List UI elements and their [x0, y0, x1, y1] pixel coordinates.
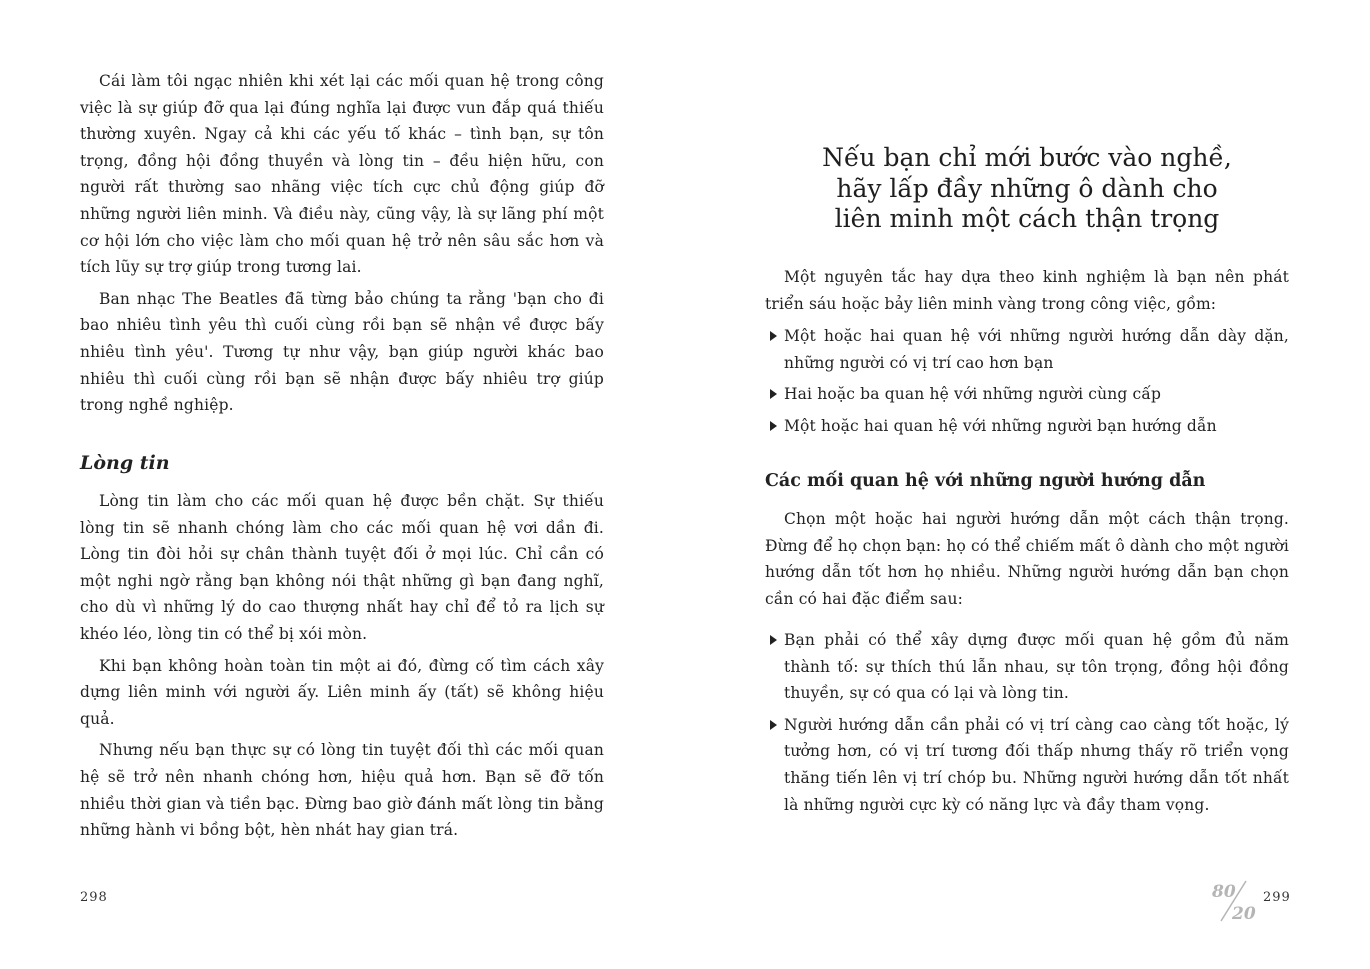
paragraph: Nhưng nếu bạn thực sự có lòng tin tuyệt đối thì các mối quan hệ sẽ trở nên nhanh chóng hơn, hiệu quả hơn. Bạn sẽ đỡ tốn nhiều thời gian và tiền bạc. Đừng bao giờ đánh mất lòng tin bằng những hành vi bồng bột, hèn nhát hay gian trá. [80, 741, 604, 840]
list-item [765, 381, 1289, 408]
triangle-bullet-icon [770, 720, 777, 730]
list-item [765, 627, 1289, 707]
page-number-left: 298 [80, 890, 108, 905]
list-item [765, 712, 1289, 818]
paragraph: Chọn một hoặc hai người hướng dẫn một cách thận trọng. Đừng để họ chọn bạn: họ có thể chiếm mất ô dành cho một người hướng dẫn tốt hơn họ nhiều. Những người hướng dẫn bạn chọn cần có hai đặc điểm sau: [765, 510, 1289, 608]
left-page [80, 0, 604, 969]
golden-alliances-list [765, 323, 1289, 439]
left-page-top-text [80, 68, 604, 419]
left-page-bottom-text [80, 488, 604, 844]
list-item-text: Bạn phải có thể xây dựng được mối quan hệ gồm đủ năm thành tố: sự thích thú lẫn nhau, sự tôn trọng, đồng hội đồng thuyền, sự có qua có lại và lòng tin. [784, 631, 1289, 703]
mentor-text [765, 506, 1289, 612]
list-item [765, 413, 1289, 440]
list-item-text: Người hướng dẫn cần phải có vị trí càng cao càng tốt hoặc, lý tưởng hơn, có vị trí tương đối thấp nhưng thấy rõ triển vọng thăng tiến lên vị trí chóp bu. Những người hướng dẫn tốt nhất là những người cực kỳ có năng lực và đầy tham vọng. [784, 715, 1289, 814]
paragraph: Một nguyên tắc hay dựa theo kinh nghiệm là bạn nên phát triển sáu hoặc bảy liên minh vàng trong công việc, gồm: [765, 268, 1289, 313]
right-page [765, 0, 1289, 969]
list-item-text: Một hoặc hai quan hệ với những người bạn hướng dẫn [784, 416, 1217, 435]
page-number-right: 299 [1263, 890, 1291, 905]
list-item-text: Một hoặc hai quan hệ với những người hướng dẫn dày dặn, những người có vị trí cao hơn bạn [784, 327, 1289, 372]
triangle-bullet-icon [770, 389, 777, 399]
triangle-bullet-icon [770, 331, 777, 341]
triangle-bullet-icon [770, 635, 777, 645]
triangle-bullet-icon [770, 421, 777, 431]
section-title: Lòng tin [80, 452, 170, 474]
chapter-title [765, 143, 1289, 235]
mentor-criteria-list [765, 627, 1289, 818]
paragraph: Cái làm tôi ngạc nhiên khi xét lại các mối quan hệ trong công việc là sự giúp đỡ qua lại đúng nghĩa lại được vun đắp quá thiếu thường xuyên. Ngay cả khi các yếu tố khác – tình bạn, sự tôn trọng, đồng hội đồng thuyền và lòng tin – đều hiện hữu, con người rất thường sao nhãng việc tích cực chủ động giúp đỡ những người liên minh. Và điều này, cũng vậy, là sự lãng phí một cơ hội lớn cho việc làm cho mối quan hệ trở nên sâu sắc hơn và tích lũy sự trợ giúp trong tương lai. [80, 72, 604, 277]
chapter-title-line: Nếu bạn chỉ mới bước vào nghề, [822, 143, 1232, 172]
paragraph: Khi bạn không hoàn toàn tin một ai đó, đừng cố tìm cách xây dựng liên minh với người ấy. Liên minh ấy (tất) sẽ không hiệu quả. [80, 656, 604, 728]
chapter-title-line: hãy lấp đầy những ô dành cho [836, 173, 1218, 203]
paragraph: Lòng tin làm cho các mối quan hệ được bền chặt. Sự thiếu lòng tin sẽ nhanh chóng làm cho các mối quan hệ vơi dần đi. Lòng tin đòi hỏi sự chân thành tuyệt đối ở mọi lúc. Chỉ cần có một nghi ngờ rằng bạn không nói thật những gì bạn đang nghĩ, cho dù vì những lý do cao thượng nhất hay chỉ để tỏ ra lịch sự khéo léo, lòng tin có thể bị xói mòn. [80, 492, 604, 643]
list-item [765, 323, 1289, 376]
subheading: Các mối quan hệ với những người hướng dẫn [765, 471, 1206, 491]
logo-bottom-number: 20 [1232, 904, 1256, 923]
logo-top-number: 80 [1212, 882, 1236, 902]
list-item-text: Hai hoặc ba quan hệ với những người cùng cấp [784, 385, 1162, 404]
80-20-logo [1210, 879, 1260, 923]
paragraph: Ban nhạc The Beatles đã từng bảo chúng ta rằng 'bạn cho đi bao nhiêu tình yêu thì cuối cùng rồi bạn sẽ nhận về được bấy nhiêu tình yêu'. Tương tự như vậy, bạn giúp người khác bao nhiêu thì cuối cùng rồi bạn sẽ nhận được bấy nhiêu trợ giúp trong nghề nghiệp. [80, 289, 604, 415]
chapter-title-line: liên minh một cách thận trọng [834, 204, 1220, 233]
intro-text [765, 264, 1289, 317]
